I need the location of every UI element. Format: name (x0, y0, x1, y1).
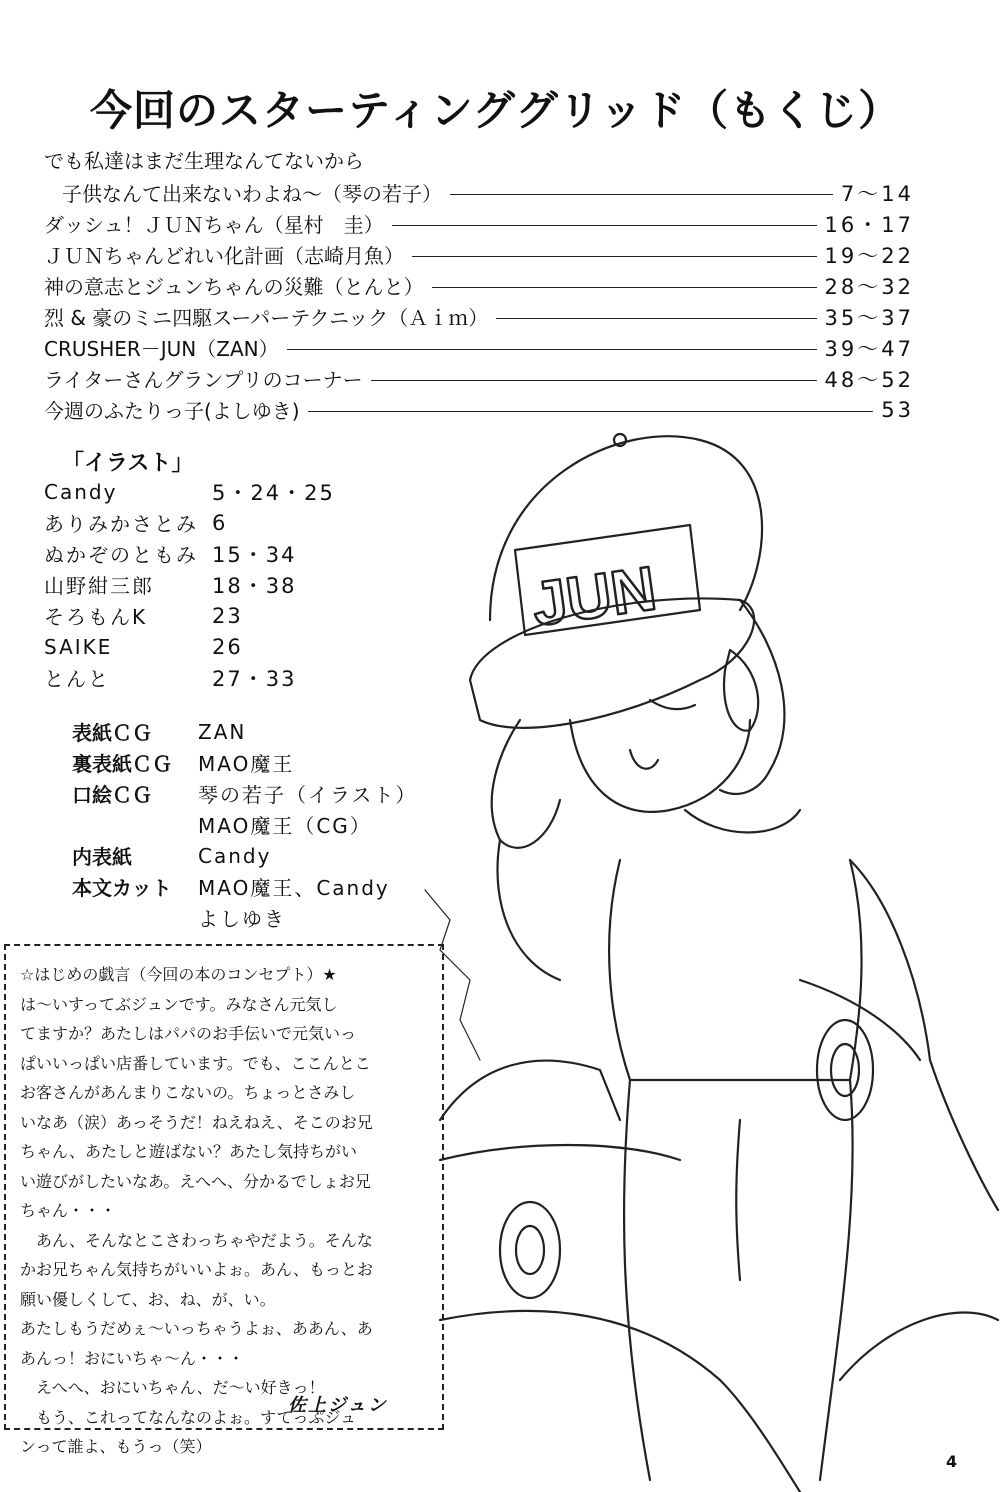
right-leg (820, 1080, 853, 1480)
intro-line: は～いすってぶジュンです。みなさん元気し (20, 994, 338, 1014)
illust-pages: 6 (212, 510, 228, 535)
toc-entry (44, 332, 914, 363)
toc-leader-line (287, 349, 817, 350)
car-hood-line (440, 1145, 680, 1160)
intro-line: ちゃん、あたしと遊ばない？あたし気持ちがい (20, 1142, 357, 1161)
face-outline (570, 720, 750, 812)
illust-heading: 「イラスト」 (62, 451, 194, 476)
eye-closed (650, 700, 695, 709)
illust-row (44, 600, 335, 631)
tongue (630, 750, 658, 769)
illust-artist: Candy (44, 479, 118, 504)
credit-row (72, 809, 417, 840)
credit-row (72, 871, 417, 902)
toc-leader-line (450, 194, 833, 195)
credit-value: 琴の若子（イラスト） (198, 783, 418, 807)
toc-entry-label: ＪＵＮちゃんどれい化計画（志崎月魚） (44, 244, 404, 268)
illust-list (44, 476, 335, 693)
page-number: 4 (946, 1452, 958, 1471)
illust-artist: 山野紺三郎 (44, 574, 154, 598)
illust-pages: 23 (212, 603, 243, 628)
illust-pages: 5・24・25 (212, 480, 335, 505)
car-wheel-right (817, 1020, 873, 1120)
hand-outline (492, 720, 560, 848)
shirt-collar (685, 810, 800, 833)
toc-entry (44, 239, 914, 270)
toc-entry-label: ダッシュ！ＪＵＮちゃん（星村 圭） (44, 213, 384, 237)
toc-entry-pages: 28～32 (824, 274, 914, 299)
toc-entry-label: 今週のふたりっ子(よしゆき) (44, 399, 300, 423)
toc-entry (44, 177, 914, 208)
credit-role: 表紙ＣＧ (72, 721, 152, 745)
intro-line: えへへ、おにいちゃん、だ～い好きっ！ (20, 1378, 325, 1397)
intro-line: ☆はじめの戯言（今回の本のコンセプト）★ (20, 965, 337, 984)
intro-line: ちゃん・・・ (20, 1201, 117, 1220)
toc-leader-line (412, 256, 817, 257)
intro-text (20, 960, 430, 1462)
illust-pages: 18・38 (212, 573, 297, 598)
credit-role: 裏表紙ＣＧ (72, 752, 172, 776)
toc-entry (44, 363, 914, 394)
illust-artist: そろもんK (44, 605, 148, 629)
intro-line: いなあ（涙）あっそうだ！ねえねえ、そこのお兄 (20, 1112, 373, 1132)
illust-artist: とんと (44, 667, 110, 691)
intro-line: もう、これってなんなのよぉ。すてっぷジュ (20, 1407, 357, 1427)
credit-value: MAO魔王、Candy (198, 876, 390, 900)
toc-leader-line (371, 380, 817, 381)
toc-entry-pages: 19～22 (824, 243, 914, 268)
credit-value: Candy (198, 843, 272, 868)
credit-row (72, 778, 417, 809)
credit-value: MAO魔王（CG） (198, 814, 372, 838)
illust-row (44, 507, 335, 538)
rock-outline (840, 1313, 998, 1381)
intro-line: い遊びがしたいなあ。えへへ、分かるでしょお兄 (20, 1171, 371, 1191)
toc-leader-line (308, 411, 874, 412)
toc-entry-label: 子供なんて出来ないわよね～（琴の若子） (62, 182, 442, 206)
page-title: 今回のスターティンググリッド（もくじ） (90, 86, 902, 135)
toc-entry (44, 270, 914, 301)
toc-entry-pages: 48～52 (824, 367, 914, 392)
intro-line: てますか？あたしはパパのお手伝いで元気いっ (20, 1024, 357, 1043)
intro-line: お客さんがあんまりこないの。ちょっとさみし (20, 1083, 356, 1102)
toc-entry-pages: 53 (881, 397, 914, 422)
credit-role: 口絵ＣＧ (72, 783, 152, 807)
toc-entry-pages: 39～47 (824, 336, 914, 361)
illust-artist: ぬかぞのともみ (44, 543, 198, 567)
car-wheel-left-hub (516, 1226, 544, 1274)
credit-role: 内表紙 (72, 845, 132, 869)
illust-pages: 15・34 (212, 542, 297, 567)
intro-line: かお兄ちゃん気持ちがいいよぉ。あん、もっとお (20, 1260, 373, 1279)
toc-leader-line (432, 287, 817, 288)
toc-first-line: でも私達はまだ生理なんてないから (44, 149, 364, 173)
illust-artist: SAIKE (44, 634, 113, 659)
left-leg (624, 1080, 650, 1480)
toc-entry-label: 烈 & 豪のミニ四駆スーパーテクニック（Ａｉｍ） (44, 306, 489, 330)
credit-row (72, 716, 417, 747)
toc-entry-pages: 16・17 (824, 212, 914, 237)
right-hand (930, 1060, 998, 1210)
intro-line: ぱいいっぱい店番しています。でも、ここんとこ (20, 1053, 371, 1073)
illust-row (44, 538, 335, 569)
signature: 佐上ジュン (288, 1395, 388, 1416)
illust-pages: 26 (212, 634, 243, 659)
credits-list (72, 716, 417, 933)
intro-line: 願い優しくして、お、ね、が、い。 (20, 1289, 276, 1309)
toc-entry-label: ライターさんグランプリのコーナー (44, 368, 363, 392)
leg-center (736, 1120, 740, 1280)
cap-text: JUN (527, 554, 661, 640)
intro-line: ンって誰よ、もうっ（笑） (20, 1437, 212, 1456)
car-wheel-left (500, 1202, 560, 1298)
illust-row (44, 476, 335, 507)
illust-pages: 27・33 (212, 666, 297, 691)
toc-entry-pages: 7～14 (840, 181, 914, 206)
intro-line: あたしもうだめぇ～いっちゃうよぉ、ああん、あ (20, 1319, 373, 1338)
illust-row (44, 631, 335, 662)
shirt-body (609, 860, 861, 1080)
toc-entry (44, 208, 914, 239)
toc-entry-pages: 35～37 (824, 305, 914, 330)
credit-value: MAO魔王 (198, 752, 295, 776)
illust-row (44, 569, 335, 600)
credit-row (72, 747, 417, 778)
credit-value: ZAN (198, 719, 247, 744)
intro-line: あん、そんなとこさわっちゃやだよう。そんな (20, 1230, 373, 1250)
illust-artist: ありみかさとみ (44, 512, 198, 536)
toc-entry-label: 神の意志とジュンちゃんの災難（とんと） (44, 275, 424, 299)
toc-leader-line (392, 225, 817, 226)
credit-row (72, 840, 417, 871)
credit-role: 本文カット (72, 876, 172, 900)
table-of-contents (44, 146, 914, 425)
intro-line: あんっ！おにいちゃ～ん・・・ (20, 1348, 245, 1368)
girl-illustration (420, 420, 1000, 1492)
toc-leader-line (496, 318, 816, 319)
intro-box (4, 944, 444, 1456)
illust-row (44, 662, 335, 693)
ground-line (440, 1311, 800, 1492)
car-body-outline (440, 1061, 620, 1120)
toc-entry (44, 301, 914, 332)
toc-entry-label: CRUSHER－JUN（ZAN） (44, 337, 279, 361)
arm-outline (498, 840, 561, 980)
credit-row (72, 902, 417, 933)
credit-value: よしゆき (198, 907, 286, 931)
